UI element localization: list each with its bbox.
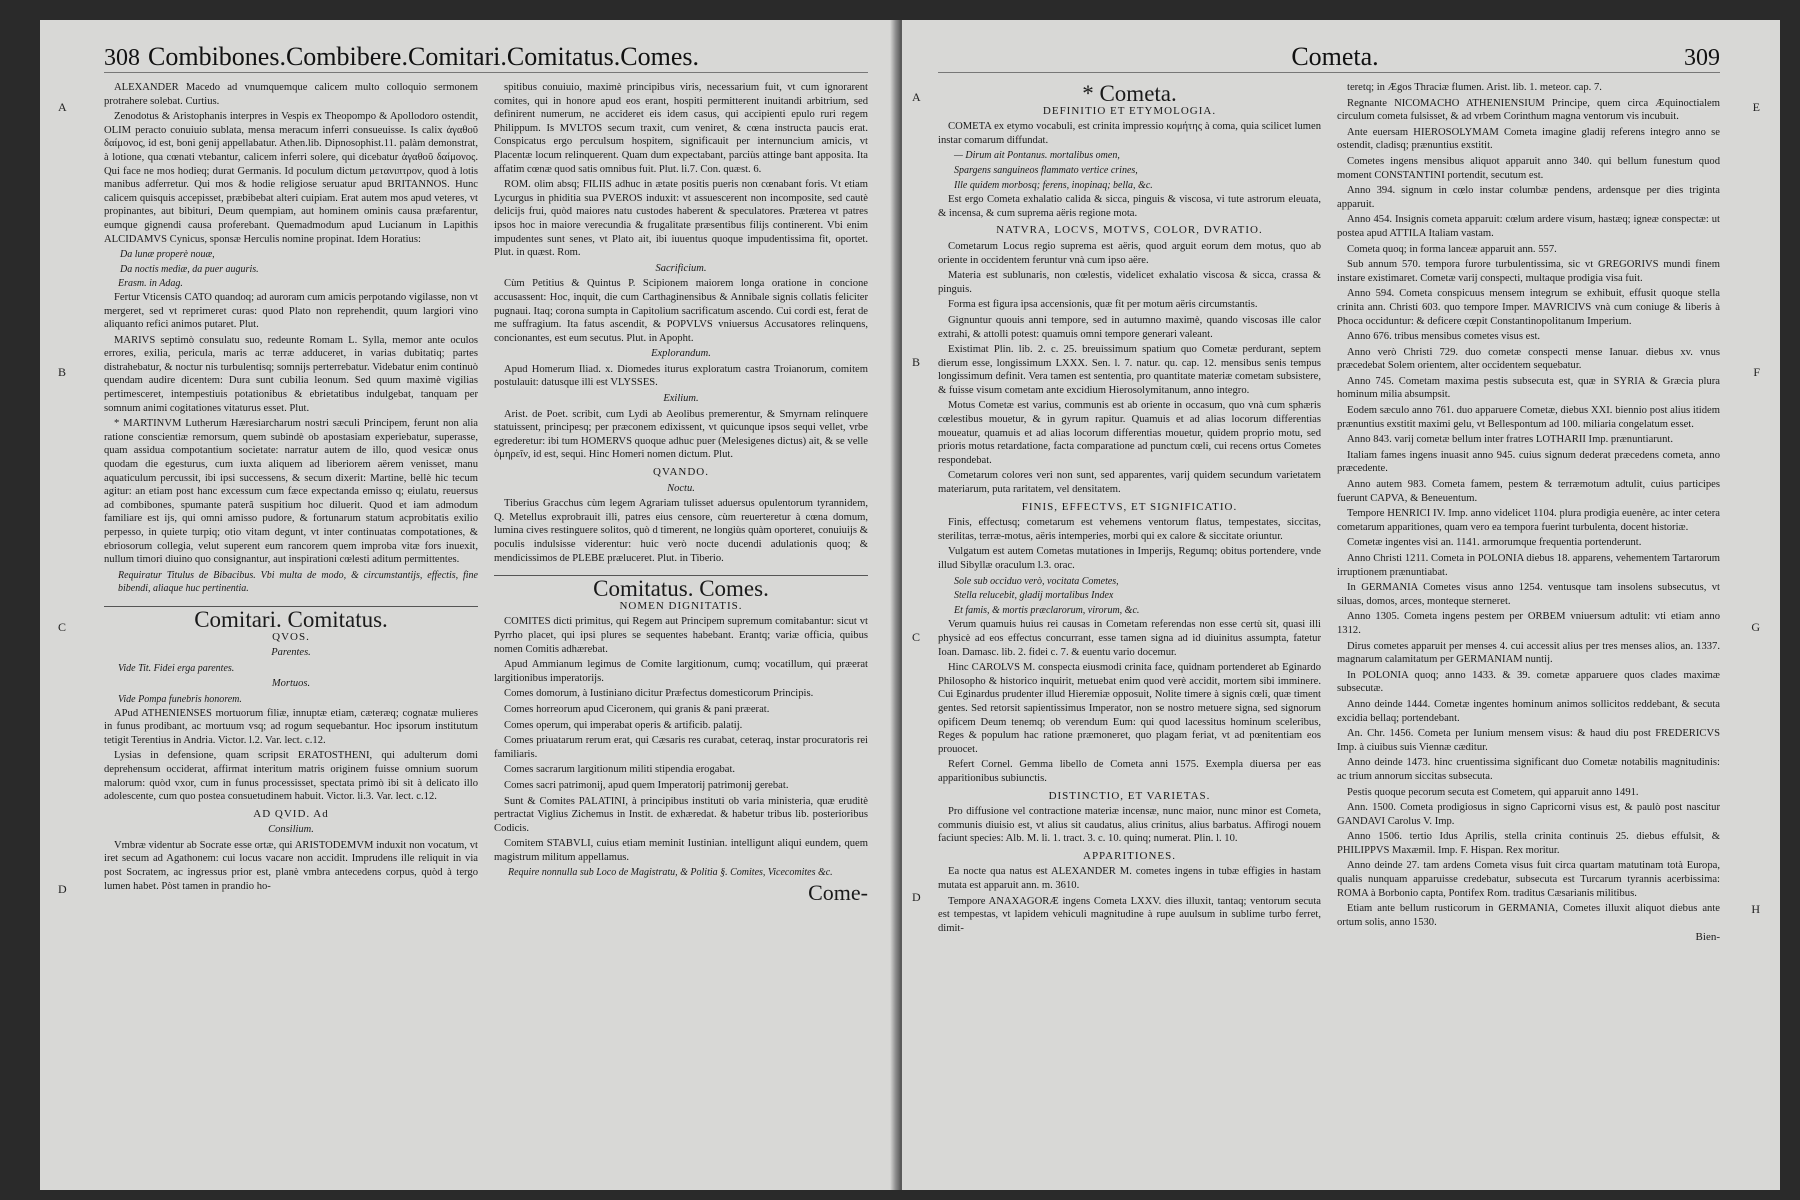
paragraph: Zenodotus & Aristophanis interpres in Vespis ex Theopompo & Apollodoro ostendit, OLIM peracto conuiuio sublata, mensa meracum inferri consueuisse. Is calix ἀγαθοῦ δαίμονος, id est, boni genij appellabatur. Athen.lib. Dipnosophist.11. palàm demonstrat, à lotione, qua cœnati vtebantur, calicem inferri solere, qui dicebatur ἀγαθοῦ δαίμονος. Qui face ne mos hodieq; durat Germanis. Id poculum dictum μετανιπτρον, quod à lotis manibus adferretur. Qui mos & hodie religiose seruatur apud BRITANNOS. Hunc calicem quisquis accepisset, præbibebat alteri cuipiam. Erat autem mos apud veteres, vt propinantes, aut bibituri, Deum quempiam, aut hominem ominis causa præfarentur, eumque gignendi causa proferebant. Quemadmodum apud Lucianum in Lapithis ALCIDAMVS Cynicus, sponsæ Herculis nomine propinat. Idem Horatius: <box>104 111 478 245</box>
cross-reference: Require nonnulla sub Loco de Magistratu, & Politia §. Comites, Vicecomites &c. <box>508 867 833 879</box>
paragraph: Anno 1305. Cometa ingens pestem per ORBEM vniuersum adtulit: vti etiam anno 1312. <box>1337 611 1720 636</box>
paragraph: Eodem sæculo anno 761. duo apparuere Cometæ, diebus XXI. biennio post alius itidem prænuntius exstitit maximi gelu, vt Bellespontum ad 100. miliaria congelatum esset. <box>1337 405 1720 430</box>
right-page-header <box>938 34 1720 73</box>
subheading-italic: Noctu. <box>667 482 695 494</box>
margin-letter: C <box>912 630 921 644</box>
paragraph: In GERMANIA Cometes visus anno 1254. ventusque tam insolens subsecutus, vt siluas, domos, arces, monteque sterneret. <box>1337 582 1720 607</box>
paragraph: In POLONIA quoq; anno 1433. & 39. cometæ apparuere quos clades maximæ subsecutæ. <box>1337 669 1720 695</box>
citation: Erasm. in Adag. <box>118 278 183 290</box>
paragraph: Cometa quoq; in forma lanceæ apparuit ann. 557. <box>1347 243 1557 255</box>
paragraph: Finis, effectusq; cometarum est vehemens ventorum flatus, tempestates, siccitas, sterilitas, terræ-motus, aëris intemperies, morbi qui ex calore & siccitate oriuntur. <box>938 517 1321 542</box>
paragraph: Cometarum colores veri non sunt, sed apparentes, varij quidem secundum varietatem materiarum, puta raritatem, vel densitatem. <box>938 470 1321 496</box>
paragraph: Ante euersam HIEROSOLYMAM Cometa imagine gladij referens integro anno se ostendit, cladisq; prænuntius exstitit. <box>1337 126 1720 152</box>
subheading: QVOS. <box>272 630 310 643</box>
paragraph: Anno autem 983. Cometa famem, pestem & terræmotum adtulit, cuius participes fuerunt CAPVA, & Beneuentum. <box>1337 479 1720 504</box>
subheading: DEFINITIO ET ETYMOLOGIA. <box>1042 104 1217 117</box>
margin-letter: G <box>1751 620 1760 634</box>
paragraph: MARIVS septimò consulatu suo, redeunte Romam L. Sylla, memor ante oculos errores, exilia, pericula, maris ac terræ adduceret, in varias dubitatiq; partes distrahebatur, & noctur nis turbulentisq; somnijs perterrebatur. Videbatur enim continuò quendam audire dicentem: Dura sunt cubilia leonum. Sed quum maximè vigilias pertimesceret, intempestiuis potationibus & ebrietatibus indulgebat, tanquam per somnum animi cogitationes vitaturus esset. Plut. <box>104 334 478 414</box>
subheading-italic: Consilium. <box>268 824 314 836</box>
verse: Da noctis mediæ, da puer auguris. <box>120 263 259 275</box>
cross-reference: Vide Tit. Fidei erga parentes. <box>118 662 235 674</box>
paragraph: Materia est sublunaris, non cœlestis, videlicet exhalatio viscosa & sicca, crassa & pinguis. <box>938 270 1321 295</box>
paragraph: Existimat Plin. lib. 2. c. 25. breuissimum spatium quo Cometæ perdurant, septem dierum esse, longissimum LXXX. Sen. l. 7. natur. qu. cap. 12. mensibus senis tempus longissimum definit. Vera tamen est sententia, pro quantitate materiæ cometam subsistere, & fuisse visum cometam ante excidium Hierosolymitanum, anno integro. <box>938 344 1321 396</box>
margin-letter: A <box>912 90 921 104</box>
running-head: Cometa. <box>1291 42 1379 71</box>
paragraph: Apud Homerum Iliad. x. Diomedes iturus exploratum castra Troianorum, comitem postulauit: datusque illi est VLYSSES. <box>494 363 868 389</box>
subheading: FINIS, EFFECTVS, ET SIGNIFICATIO. <box>1021 500 1238 513</box>
paragraph: Anno 594. Cometa conspicuus mensem integrum se exhibuit, effusit quoque stella crinita ann. Christi 603. quo tempore Imper. MAVRICIVS vnà cum coniuge & liberis à Phoca occiduntur: & deficere cœpit Constantinopolitanum Imperium. <box>1337 288 1720 327</box>
paragraph: Vmbræ videntur ab Socrate esse ortæ, qui ARISTODEMVM induxit non vocatum, vt iret secum ad Agathonem: cui locus vacare non accidit. Imprudens ille reliquit in via post Socratem, ac ingressus prior est, planè vmbra antecedens corpus, quòd à tergo lumen habet. Pòst tamen in prandio ho- <box>104 839 478 892</box>
margin-letter: B <box>58 365 67 379</box>
paragraph: Ea nocte qua natus est ALEXANDER M. cometes ingens in tubæ effigies in hastam mutata est apparuit ann. m. 3610. <box>938 866 1321 892</box>
paragraph: Comes sacrarum largitionum militi stipendia erogabat. <box>504 764 736 776</box>
paragraph: ROM. olim absq; FILIIS adhuc in ætate positis pueris non cœnabant foris. Vt etiam Lycurgus in phiditia sua PVEROS induxit: vt assuescerent non incomposite, sed cautè delicijs frui, quòd maiores natu custodes haberent & speculatores. Præterea vt patres ipsos hoc in maiore verecundia & frugalitate præsentibus filijs continerent. Vbi enim impudentes sunt senes, vt Plato ait, ibi iuuentus quoque impudentissima fit, oportet. Plut. in quæst. Rom. <box>494 179 868 259</box>
paragraph: spitibus conuiuio, maximè principibus viris, necessarium fuit, vt cum ignorarent comites, qui in honore apud eos erant, hospiti permitterent inuitandi arbitrium, sed definirent numerum, ne accideret eis idem casus, qui accipienti epulo ruri regem Philippum. Is MVLTOS secum traxit, cum veniret, & cœna instructa paucis erat. Conspicatus ergo perculsum hospitem, significauit per internuncium amicis, vt Placentæ locum relinquerent. Quam dum expectabant, parciùs attinge bant apposita. Ita affatim cœnæ quod satis omnibus fuit. Plut. li.7. Con. quæst. 6. <box>494 82 868 175</box>
paragraph: Cometarum Locus regio suprema est aëris, quod arguit eorum dem motus, quo ab oriente in occidentem feruntur vnà cum ipso aëre. <box>938 240 1321 266</box>
paragraph: Cùm Petitius & Quintus P. Scipionem maiorem longa oratione in concione accusassent: Hoc, inquit, die cum Carthaginensibus & Annibale signis collatis feliciter pugnaui. Itaq; corona sumpta in Capitolium sacrificatum ascendo. Cui cordi est, ferat de me suffragium. Ita fatus ascendit, & POPVLVS vniuersus Accusatores relinquens, concionantes, est eum secutus. Plut. in Apopht. <box>494 278 868 344</box>
paragraph: Comes horreorum apud Ciceronem, qui granis & pani præerat. <box>504 703 770 715</box>
paragraph: Italiam fames ingens inuasit anno 945. cuius signum dederat præcedens cometa, anno præcedente. <box>1337 449 1720 475</box>
subheading-italic: Explorandum. <box>651 348 711 360</box>
section-heading: * Cometa. <box>1082 81 1177 106</box>
paragraph: Forma est figura ipsa accensionis, quæ fit per motum aëris circumstantis. <box>948 299 1258 311</box>
right-page <box>902 20 1780 1190</box>
paragraph: Fertur Vticensis CATO quandoq; ad auroram cum amicis perpotando vigilasse, non vt mergeret, sed vt reprimeret curas: quod Plato non reprehendit, quum largiori vino aliquanto refici animos putaret. Plut. <box>104 291 478 331</box>
paragraph: Hinc CAROLVS M. conspecta eiusmodi crinita face, quidnam portenderet ab Eginardo Philosopho & historico inquirit, metuebat enim quod verè accidit, mortem sibi imminere. Cui Eginardus prudenter illud Hieremiæ opposuit, Nolite timere à signis cœli, quæ timent gentes. Sed retorsit sapientissimus Imperator, non se nostro metuere signa, sed signorum opificem Deum tenemq; ob verendum Eum: qui quod lacessitus hominum sceleribus, Reges & populum hac ratione præmoneret, quo plagam feriat, vt ad pœnitentiam eos prouocet. <box>938 662 1321 755</box>
verse: Spargens sanguineos flammato vertice crines, <box>954 164 1138 176</box>
paragraph: Apud Ammianum legimus de Comite largitionum, cumq; vocatillum, qui præerat largitionibus imperatorijs. <box>494 659 868 684</box>
right-column-1 <box>938 81 1321 1161</box>
subheading: APPARITIONES. <box>1083 849 1176 862</box>
paragraph: Pro diffusione vel contractione materiæ incensæ, nunc maior, nunc minor est Cometa, communis diuisio est, vt alius sit caudatus, alius crinitus, alius barbatus. Affirogi nouem faciunt species: Alb. M. li. 1. tract. 3. c. 10. quinq; numerat. Plin. l. 10. <box>938 806 1321 845</box>
paragraph: teretq; in Ægos Thraciæ flumen. Arist. lib. 1. meteor. cap. 7. <box>1347 82 1602 93</box>
paragraph: Dirus cometes apparuit per menses 4. cui accessit alius per tres menses alios, an. 1337. magnarum calamitatum per GERMANIAM nuntij. <box>1337 640 1720 666</box>
verse: Sole sub occiduo verò, vocitata Cometes, <box>954 575 1119 587</box>
paragraph: Cometæ ingentes visi an. 1141. armorumque frequentia portenderunt. <box>1347 537 1642 549</box>
right-column-2 <box>1337 81 1720 1161</box>
paragraph: Cometes ingens mensibus aliquot apparuit anno 340. qui bellum funestum quod moment CONSTANTINI portendit, secutum est. <box>1337 155 1720 181</box>
subheading: NATVRA, LOCVS, MOTVS, COLOR, DVRATIO. <box>996 224 1263 237</box>
paragraph: Tiberius Gracchus cùm legem Agrariam tulisset aduersus opulentorum tyrannidem, Q. Metellus exprobrauit illi, patres eius censore, cùm reuerteretur à cœna domum, lumina cives restinguere solitos, quò d timerent, ne longiùs quàm oporteret, conuiuijs & poculis indulsisse viderentur: huic verò nocte ducendi adulationis quoq; & mendicissimos de PLEBE præluceret. Plut. in Tiberio. <box>494 498 868 564</box>
margin-letter: A <box>58 100 67 114</box>
margin-letter: D <box>912 890 921 904</box>
paragraph: ALEXANDER Macedo ad vnumquemque calicem multo colloquio sermonem protrahere solebat. Curtius. <box>104 82 478 107</box>
left-column-1 <box>104 81 478 1161</box>
paragraph: Sunt & Comites PALATINI, à principibus instituti ob varia ministeria, quæ eruditè pertractat Viglius Zichemus in Instit. de exhæredat. & habetur tribus lib. posterioribus Codicis. <box>494 795 868 834</box>
running-head: Combibones.Combibere.Comitari.Comitatus.Comes. <box>148 42 700 71</box>
paragraph: Pestis quoque pecorum secuta est Cometem, qui apparuit anno 1491. <box>1347 786 1639 798</box>
paragraph: Sub annum 570. tempora furore turbulentissima, sic vt GREGORIVS mundi finem instare existimaret. Cometæ varij conspecti, multaque prodigia visa fuit. <box>1337 259 1720 284</box>
verse: Stella relucebit, gladij mortalibus Index <box>954 590 1114 602</box>
paragraph: Gignuntur quouis anni tempore, sed in autumno maximè, quando viscosas ille calor extrahi, & attolli potest: quamuis omni tempore generari valeant. <box>938 314 1321 340</box>
paragraph: Comes priuatarum rerum erat, qui Cæsaris res curabat, ceteraq, instar procuratoris rei familiaris. <box>494 735 868 760</box>
paragraph: Comes domorum, à Iustiniano dicitur Præfectus domesticorum Principis. <box>504 688 814 700</box>
subheading-italic: Sacrificium. <box>655 262 707 274</box>
margin-letter: E <box>1752 100 1760 114</box>
subheading: NOMEN DIGNITATIS. <box>619 599 743 612</box>
margin-letter: H <box>1751 902 1760 916</box>
page-number: 308 <box>104 45 140 71</box>
catchword: Bien- <box>1695 931 1720 944</box>
subheading: DISTINCTIO, ET VARIETAS. <box>1048 789 1211 802</box>
paragraph: Comitem STABVLI, cuius etiam meminit Iustinian. intelligunt aliqui eundem, quem magistrum militum appellamus. <box>494 838 868 863</box>
verse: Et famis, & mortis præclarorum, virorum, &c. <box>954 604 1140 616</box>
paragraph: Anno deinde 27. tam ardens Cometa visus fuit circa quartam matutinam totà Europa, qualis nunquam apparuisse credebatur, subsecuta est Turcarum tyrannis acerbissima: ROMA à Borbonio capta, Pontifex Rom. traditus Cæsarianis militibus. <box>1337 860 1720 899</box>
paragraph: * MARTINVM Lutherum Hæresiarcharum nostri sæculi Principem, ferunt non alia ratione conscientiæ remorsum, quem subindè ob apostasiam experiebatur, superasse, quam assidua compotantium societate: narratur autem de illo, quod vesicæ onus quodam die egesturus, cum iuxta aliquem ad liberiorem aërem venisset, manu aquaticulum percussit, ibi ipsi successens, & secum dixerit: Martine, bellè hic tecum agitur: an etiam post hanc excessum cum fæce expectanda emisso q; eiulatu, reuersus ad combibones, spumante paterâ suspitium hoc diluerit. Quod et iam admodum familiare est ijs, qui omni amisso pudore, & fortunarum statum acprobitatis exilio perpesso, in quiete turpiq; otio vitam degunt, vt inter continuatas compotationes, & ebriosorum collegia, velut superent eum rancorem quem improba vitæ fors inuexit, nullum timori diuino quo consignantur, aut inspirationi cœlesti aditum permittentes. <box>104 418 478 566</box>
margin-letter: C <box>58 620 67 634</box>
section-heading: Comitari. Comitatus. <box>104 606 478 627</box>
verse: Ille quidem morbosq; ferens, inopinaq; bella, &c. <box>954 179 1153 191</box>
margin-letter: B <box>912 355 921 369</box>
catchword: Come- <box>808 880 868 906</box>
paragraph: Anno 394. signum in cœlo instar columbæ pendens, ardensque per dies triginta apparuit. <box>1337 185 1720 210</box>
paragraph: Tempore ANAXAGORÆ ingens Cometa LXXV. dies illuxit, tantaq; ventorum secuta est tempestas, vt lapidem vehiculi magnitudine à rupe auulsum in sublime turbo ferret, dimit- <box>938 895 1321 934</box>
paragraph: Anno Christi 1211. Cometa in POLONIA diebus 18. apparens, vehementem Tartarorum irruptionem prænuntiabat. <box>1337 553 1720 578</box>
cross-reference: Requiratur Titulus de Bibacibus. Vbi multa de modo, & circumstantijs, effectis, fine bibendi, aliaque huc pertinentia. <box>118 569 478 595</box>
paragraph: Etiam ante bellum rusticorum in GERMANIA, Cometes illuxit aliquot diebus ante ortum solis, anno 1530. <box>1337 903 1720 928</box>
paragraph: Anno 676. tribus mensibus cometes visus est. <box>1347 331 1541 343</box>
cross-reference: Vide Pompa funebris honorem. <box>118 693 242 705</box>
paragraph: Vulgatum est autem Cometas mutationes in Imperijs, Regumq; obitus portendere, vnde illud Sibyllæ oraculum l.3. orac. <box>938 546 1321 571</box>
paragraph: Anno verò Christi 729. duo cometæ conspecti mense Ianuar. diebus xv. vnus præcedebat Solem orientem, alter occidentem sequebatur. <box>1337 346 1720 372</box>
paragraph: Anno 454. Insignis cometa apparuit: cœlum ardere visum, hastæq; igneæ conspectæ: ut postea apud ATTILA Italiam vastam. <box>1337 214 1720 239</box>
subheading-italic: Mortuos. <box>271 678 311 690</box>
margin-letter: D <box>58 882 67 896</box>
paragraph: Anno 843. varij cometæ bellum inter fratres LOTHARII Imp. prænuntiarunt. <box>1347 434 1673 446</box>
left-page-header <box>104 34 868 73</box>
paragraph: An. Chr. 1456. Cometa per Iunium mensem visus: & haud diu post FREDERICVS Imp. à ciuibus suis Viennæ cæditur. <box>1337 728 1720 753</box>
right-columns <box>938 81 1720 1161</box>
left-column-2 <box>494 81 868 1161</box>
margin-letter: F <box>1753 365 1760 379</box>
paragraph: Tempore HENRICI IV. Imp. anno videlicet 1104. plura prodigia euenère, ac inter cetera cometarum apparitiones, quam vero ea tempora fuerint turbulenta, docent historiæ. <box>1337 508 1720 533</box>
paragraph: APud ATHENIENSES mortuorum filiæ, innuptæ etiam, cæteræq; cognatæ mulieres in funus prodibant, ac mortuum vsq; ad rogum sequebantur. Hoc ipsorum institutum tetigit Terentius in Andria. Victor. l.2. Var. lect. c.12. <box>104 707 478 746</box>
paragraph: Lysias in defensione, quam scripsit ERATOSTHENI, qui adulterum domi deprehensum occiderat, affirmat interitum matris originem fuisse omnium suorum malorum: quòd vxor, cum in funus processisset, spectata primò ibi sit à delicato illo adolescente, cum quo postea consuetudinem habuit. Victor. li.3. Var. lect. c.12. <box>104 750 478 803</box>
paragraph: Est ergo Cometa exhalatio calida & sicca, pinguis & viscosa, vi tute astrorum eleuata, & incensa, & cum suprema aëris regione mota. <box>938 194 1321 219</box>
verse: — Dirum ait Pontanus. mortalibus omen, <box>954 150 1120 162</box>
paragraph: Comes operum, qui imperabat operis & artificib. palatij. <box>504 719 743 731</box>
paragraph: Arist. de Poet. scribit, cum Lydi ab Aeolibus premerentur, & Smyrnam relinquere statuissent, principesq; per præconem edixissent, vt quicunque ipsos sequi vellet, vrbe egrederetur: ibi tum HOMERVS quoque adhuc puer (Melesigenes dictus) ait, & se velle ὁμηρεῖν, id est, sequi. Hinc Homeri nomen dictum. Plut. <box>494 408 868 461</box>
subheading-italic: Parentes. <box>271 647 311 659</box>
paragraph: Anno 1506. tertio Idus Aprilis, stella crinita continuis 25. diebus effulsit, & PHILIPPVS Maxæmil. Imp. F. Hispan. Rex moritur. <box>1337 831 1720 856</box>
left-page <box>40 20 900 1190</box>
paragraph: COMETA ex etymo vocabuli, est crinita impressio κομήτης à coma, quia scilicet lumen instar comarum diffundat. <box>938 121 1321 146</box>
page-number: 309 <box>1684 45 1720 71</box>
subheading: AD QVID. Ad <box>253 807 329 820</box>
subheading-italic: Exilium. <box>663 393 699 405</box>
paragraph: Regnante NICOMACHO ATHENIENSIUM Principe, quem circa Æquinoctialem circulum cometa fulsisset, & ad vrbem Corinthum magna ventorum vis incubuit. <box>1337 97 1720 123</box>
paragraph: Anno deinde 1473. hinc cruentissima significant duo Cometæ notabilis magnitudinis: ac trium annorum siccitas subsecuta. <box>1337 757 1720 782</box>
paragraph: Anno deinde 1444. Cometæ ingentes hominum animos sollicitos reddebant, & secuta excidia bellaq; portendebant. <box>1337 698 1720 724</box>
verse: Da lunæ properè nouæ, <box>120 249 215 261</box>
paragraph: COMITES dicti primitus, qui Regem aut Principem supremum comitabantur: sicut vt Pyrrho placet, qui ipsi plures se sequentes habebant. Erantq; variæ officia, quibus nomen Comitis adhærebat. <box>494 616 868 655</box>
left-columns <box>104 81 868 1161</box>
paragraph: Motus Cometæ est varius, communis est ab oriente in occasum, quo vnà cum sphæris cœlestibus mouetur, & in gyrum rapitur. Quamuis et ad alias locorum differentias moueatur, quamuis et ad alias locorum differentias mouetur, quidem proprio motu, sed prioris motus retardatione, facta comparatione ad punctum cœli, cui recens ortus Cometes respondebat. <box>938 400 1321 466</box>
paragraph: Anno 745. Cometam maxima pestis subsecuta est, quæ in SYRIA & Græcia plura hominum milia absumpsit. <box>1337 375 1720 401</box>
section-heading: Comitatus. Comes. <box>494 575 868 596</box>
paragraph: Ann. 1500. Cometa prodigiosus in signo Capricorni visus est, & paulò post nascitur GANDAVI Carolus V. Imp. <box>1337 802 1720 827</box>
subheading: QVANDO. <box>653 466 709 479</box>
paragraph: Refert Cornel. Gemma libello de Cometa anni 1575. Exempla diuersa per eas apparitionibus subiunctis. <box>938 759 1321 784</box>
paragraph: Comes sacri patrimonij, apud quem Imperatorij patrimonij gerebat. <box>504 779 789 791</box>
paragraph: Verum quamuis huius rei causas in Cometam referendas non esse certù sit, quasi illi physicè ad eos effectus concurrant, esse tamen signa ad id diuinitus assumpta, fatetur Ioan. Damasc. lib. 2. fidei c. 7. & euentu vario docemur. <box>938 619 1321 658</box>
